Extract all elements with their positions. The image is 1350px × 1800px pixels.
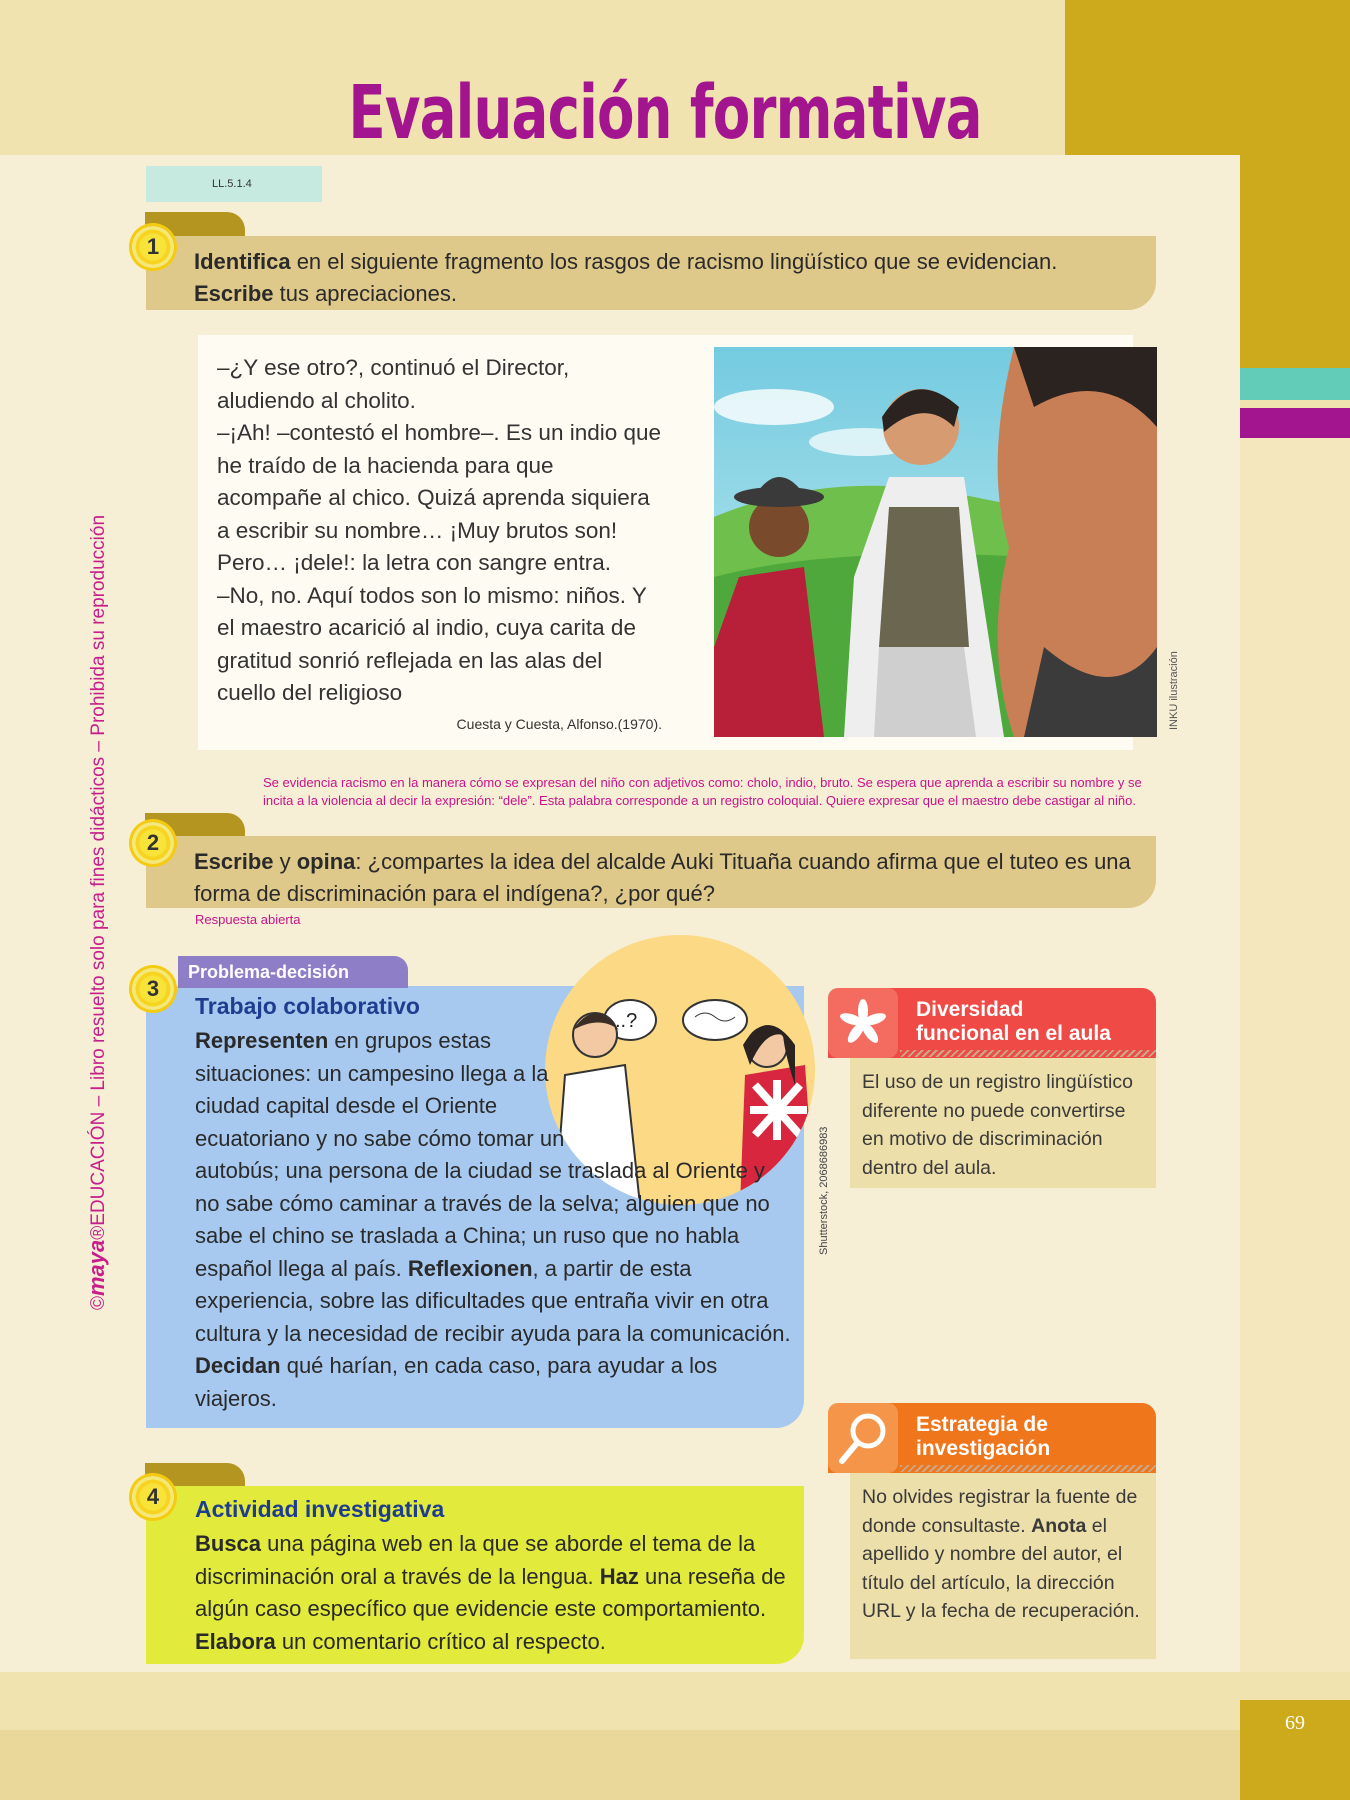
strategy-body: No olvides registrar la fuente de donde consultaste. Anota el apellido y nombre del autor, el título del artículo, la dirección URL y la fecha de recuperación. (850, 1473, 1156, 1659)
diversity-body: El uso de un registro lingüístico diferente no puede convertirse en motivo de discriminación dentro del aula. (850, 1058, 1156, 1188)
teal-side-bar (1240, 368, 1350, 400)
side-copyright-text: ©maya®EDUCACIÓN – Libro resuelto solo para fines didácticos – Prohibida su reproducción (84, 514, 109, 1310)
diversity-hatch (900, 1050, 1156, 1057)
story-paragraph: –No, no. Aquí todos son lo mismo: niños. Y el maestro acarició al indio, cuya carita de gratitud sonrió reflejada en las alas del cuello del religioso (217, 582, 647, 705)
speech-bubble-text: ..? (615, 1010, 638, 1032)
activity-3-number-badge: 3 (132, 968, 174, 1010)
activity-4-text: Busca una página web en la que se aborde el tema de la discriminación oral a través de la lengua. Haz una reseña de algún caso específico que evidencie este comportamiento. Elabora un comentario crítico al respecto. (195, 1531, 786, 1654)
story-illustration (714, 347, 1157, 737)
story-citation: Cuesta y Cuesta, Alfonso.(1970). (456, 716, 662, 732)
brand-logo: maya (84, 1239, 109, 1296)
diversity-title: Diversidad funcional en el aula (916, 998, 1111, 1045)
magenta-side-bar (1240, 408, 1350, 438)
illustration-credit: INKU ilustración (1168, 651, 1180, 730)
bottom-band (0, 1730, 1350, 1800)
activity-3-heading: Trabajo colaborativo (195, 993, 420, 1019)
activity-4-number-badge: 4 (132, 1476, 174, 1518)
activity-2-answer: Respuesta abierta (195, 912, 301, 927)
page-title: Evaluación formativa (348, 70, 982, 156)
story-paragraph: –¿Y ese otro?, continuó el Director, aludiendo al cholito. (217, 355, 570, 413)
activity-3-text: Representen en grupos estas situaciones: un campesino llega a la ciudad capital desde el Oriente ecuatoriano y no sabe cómo tomar un autobús; una persona de la ciudad se traslada al Oriente y no sabe cómo caminar a través de la selva; alguien que no sabe el chino se traslada a China; un ruso que no habla español llega al país. Reflexionen, a partir de esta experiencia, sobre las dificultades que entraña vivir en otra cultura y la necesidad de recibir ayuda para la comunicación. Decidan qué harían, en cada caso, para ayudar a los viajeros. (195, 1025, 795, 1415)
activity-1-instruction: Identifica en el siguiente fragmento los rasgos de racismo lingüístico que se evidencian. Escribe tus apreciaciones. (146, 236, 1156, 310)
activity-1-number-badge: 1 (132, 226, 174, 268)
illustration-float-space (545, 935, 815, 1135)
asterisk-icon (828, 988, 898, 1058)
skill-code: LL.5.1.4 (146, 166, 322, 202)
magnifier-icon (828, 1403, 898, 1473)
page-number: 69 (1285, 1712, 1305, 1734)
problem-decision-tab: Problema-decisión (178, 956, 408, 988)
activity-1-answer: Se evidencia racismo en la manera cómo se expresan del niño con adjetivos como: cholo, indio, bruto. Se espera que aprenda a escribir su nombre y se incita a la violencia al decir la expresión: “dele”. Esta palabra corresponde a un registro coloquial. Quiere expresar que el maestro debe castigar al niño. (263, 775, 1142, 808)
activity-2-instruction: Escribe y opina: ¿compartes la idea del alcalde Auki Tituaña cuando afirma que el tuteo es una forma de discriminación para el indígena?, ¿por qué? (146, 836, 1156, 908)
story-fragment (217, 352, 662, 710)
gold-side-strip (1240, 155, 1350, 385)
image-credit: Shutterstock, 2068686983 (818, 1126, 830, 1255)
story-paragraph: –¡Ah! –contestó el hombre–. Es un indio que he traído de la hacienda para que acompañe al chico. Quizá aprenda siquiera a escribir su nombre… ¡Muy brutos son! Pero… ¡dele!: la letra con sangre entra. (217, 420, 662, 575)
activity-2-number-badge: 2 (132, 822, 174, 864)
strategy-hatch (900, 1465, 1156, 1472)
cream-side-strip (1240, 438, 1350, 1672)
strategy-title: Estrategia de investigación (916, 1413, 1051, 1460)
activity-4-heading: Actividad investigativa (195, 1496, 445, 1522)
